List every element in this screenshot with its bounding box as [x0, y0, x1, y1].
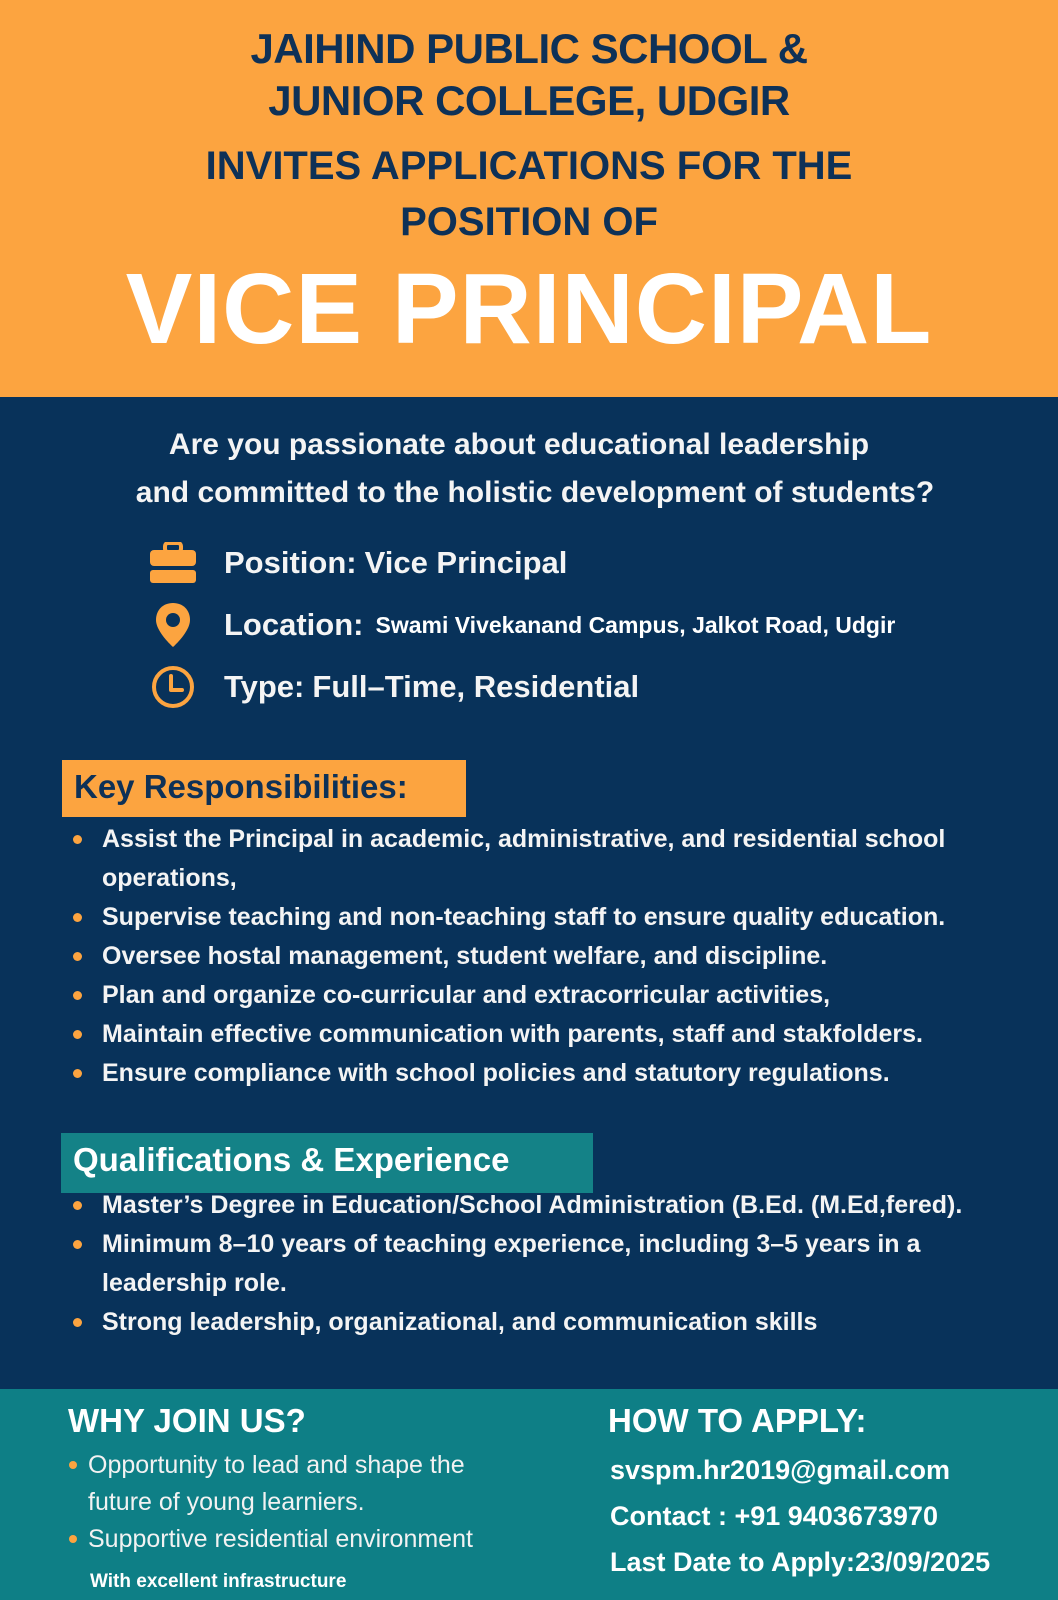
type-row: [148, 663, 639, 711]
school-name-line1: JAIHIND PUBLIC SCHOOL &: [250, 25, 808, 72]
list-item: Assist the Principal in academic, administrative, and residential school operations,: [70, 820, 962, 898]
briefcase-icon: [148, 539, 198, 587]
location-row: [148, 601, 895, 649]
invite-line2: POSITION OF: [400, 200, 658, 244]
role-title: VICE PRINCIPAL: [125, 253, 933, 365]
invite-line1: INVITES APPLICATIONS FOR THE: [205, 144, 853, 188]
position-value: Vice Principal: [364, 545, 568, 580]
main-content: [0, 397, 1058, 1389]
why-join-heading: WHY JOIN US?: [68, 1402, 306, 1439]
list-item: Minimum 8–10 years of teaching experience, including 3–5 years in a leadership role.: [70, 1225, 982, 1303]
intro-line2: and committed to the holistic development of students?: [135, 476, 935, 509]
responsibilities-list: [70, 820, 1030, 1093]
why-join-note: With excellent infrastructure: [90, 1571, 347, 1592]
list-item: Supervise teaching and non-teaching staff to ensure quality education.: [70, 898, 1030, 937]
list-item: Master’s Degree in Education/School Administration (B.Ed. (M.Ed,fered).: [70, 1186, 1030, 1225]
list-item: Strong leadership, organizational, and communication skills: [70, 1303, 1030, 1342]
qualifications-list: [70, 1186, 1030, 1342]
list-item: Ensure compliance with school policies and statutory regulations.: [70, 1054, 1030, 1093]
location-value: Swami Vivekanand Campus, Jalkot Road, Udgir: [375, 611, 896, 638]
header-banner: [0, 0, 1058, 397]
how-to-apply-heading: HOW TO APPLY:: [608, 1402, 867, 1439]
list-item: Plan and organize co-curricular and extracorricular activities,: [70, 976, 1030, 1015]
list-item: Maintain effective communication with parents, staff and stakfolders.: [70, 1015, 1030, 1054]
qualifications-heading: Qualifications & Experience: [61, 1133, 593, 1193]
apply-last-date: Last Date to Apply:23/09/2025: [610, 1547, 991, 1577]
map-pin-icon: [148, 601, 198, 649]
apply-email[interactable]: svspm.hr2019@gmail.com: [610, 1455, 950, 1485]
responsibilities-heading: Key Responsibilities:: [62, 760, 466, 817]
list-item: Oversee hostal management, student welfare, and discipline.: [70, 937, 1030, 976]
apply-contact[interactable]: Contact : +91 9403673970: [610, 1501, 938, 1531]
type-value: Full–Time, Residential: [312, 669, 640, 704]
why-join-list: [66, 1447, 546, 1558]
position-row: [148, 539, 567, 587]
list-item: Opportunity to lead and shape the future of young learniers.: [66, 1447, 508, 1521]
list-item: Supportive residential environment: [66, 1521, 546, 1558]
position-label: Position:: [224, 545, 357, 580]
school-name-line2: JUNIOR COLLEGE, UDGIR: [268, 77, 790, 124]
clock-icon: [148, 663, 198, 711]
footer-panel: [0, 1389, 1058, 1600]
intro-line1: Are you passionate about educational leadership: [168, 428, 870, 461]
location-label: Location:: [224, 607, 364, 642]
type-label: Type:: [224, 669, 305, 704]
